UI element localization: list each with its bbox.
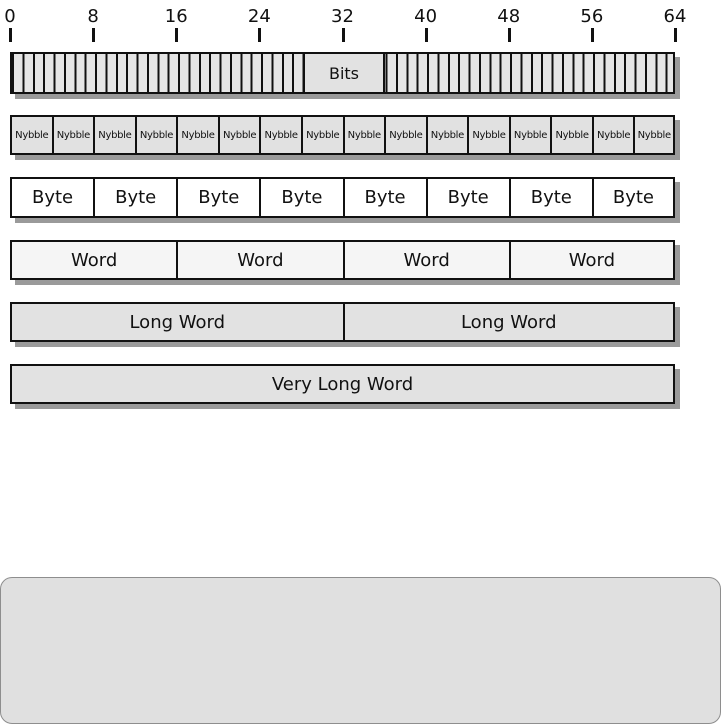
nybble-cell: Nybble: [301, 115, 345, 155]
nybble-cell: Nybble: [259, 115, 303, 155]
ruler-tick: [591, 28, 594, 42]
nybble-cell: Nybble: [633, 115, 675, 155]
long-word-row: [10, 302, 675, 342]
ruler-tick: [92, 28, 95, 42]
nybble-row: [10, 115, 675, 155]
nybble-cell: Nybble: [343, 115, 387, 155]
very-long-word-row: [10, 364, 675, 404]
ruler-label: 8: [87, 6, 99, 27]
ruler-label: 48: [497, 6, 521, 27]
ruler-tick: [342, 28, 345, 42]
nybble-cell: Nybble: [550, 115, 594, 155]
long-word-cell: Long Word: [10, 302, 345, 342]
byte-cell: Byte: [592, 177, 675, 218]
nybble-cell: Nybble: [509, 115, 553, 155]
byte-cell: Byte: [343, 177, 428, 218]
long-word-cell: Long Word: [343, 302, 676, 342]
ruler-tick: [674, 28, 677, 42]
nybble-cell: Nybble: [384, 115, 428, 155]
nybble-cell: Nybble: [592, 115, 636, 155]
nybble-cell: Nybble: [135, 115, 179, 155]
word-cell: Word: [509, 240, 675, 280]
byte-cell: Byte: [426, 177, 511, 218]
ruler-label: 64: [663, 6, 687, 27]
ruler-tick: [508, 28, 511, 42]
ruler-tick: [258, 28, 261, 42]
byte-cell: Byte: [10, 177, 95, 218]
ruler-label: 0: [4, 6, 16, 27]
byte-cell: Byte: [93, 177, 178, 218]
byte-cell: Byte: [259, 177, 344, 218]
ruler-label: 56: [580, 6, 604, 27]
ruler-tick: [9, 28, 12, 42]
byte-cell: Byte: [176, 177, 261, 218]
word-cell: Word: [176, 240, 344, 280]
nybble-cell: Nybble: [218, 115, 262, 155]
word-cell: Word: [10, 240, 178, 280]
nybble-cell: Nybble: [426, 115, 470, 155]
byte-cell: Byte: [509, 177, 594, 218]
word-row: [10, 240, 675, 280]
nybble-cell: Nybble: [467, 115, 511, 155]
very-long-word-cell: Very Long Word: [10, 364, 675, 404]
ruler-tick: [425, 28, 428, 42]
nybble-cell: Nybble: [93, 115, 137, 155]
bits-row: [10, 52, 675, 94]
nybble-cell: Nybble: [176, 115, 220, 155]
ruler-tick: [175, 28, 178, 42]
nybble-cell: Nybble: [10, 115, 54, 155]
blank-caption-panel: [0, 577, 721, 724]
byte-row: [10, 177, 675, 218]
ruler-label: 16: [164, 6, 188, 27]
ruler-label: 40: [414, 6, 438, 27]
nybble-cell: Nybble: [52, 115, 96, 155]
bits-label: Bits: [303, 54, 385, 92]
word-cell: Word: [343, 240, 511, 280]
ruler-label: 32: [331, 6, 354, 27]
ruler-label: 24: [247, 6, 271, 27]
